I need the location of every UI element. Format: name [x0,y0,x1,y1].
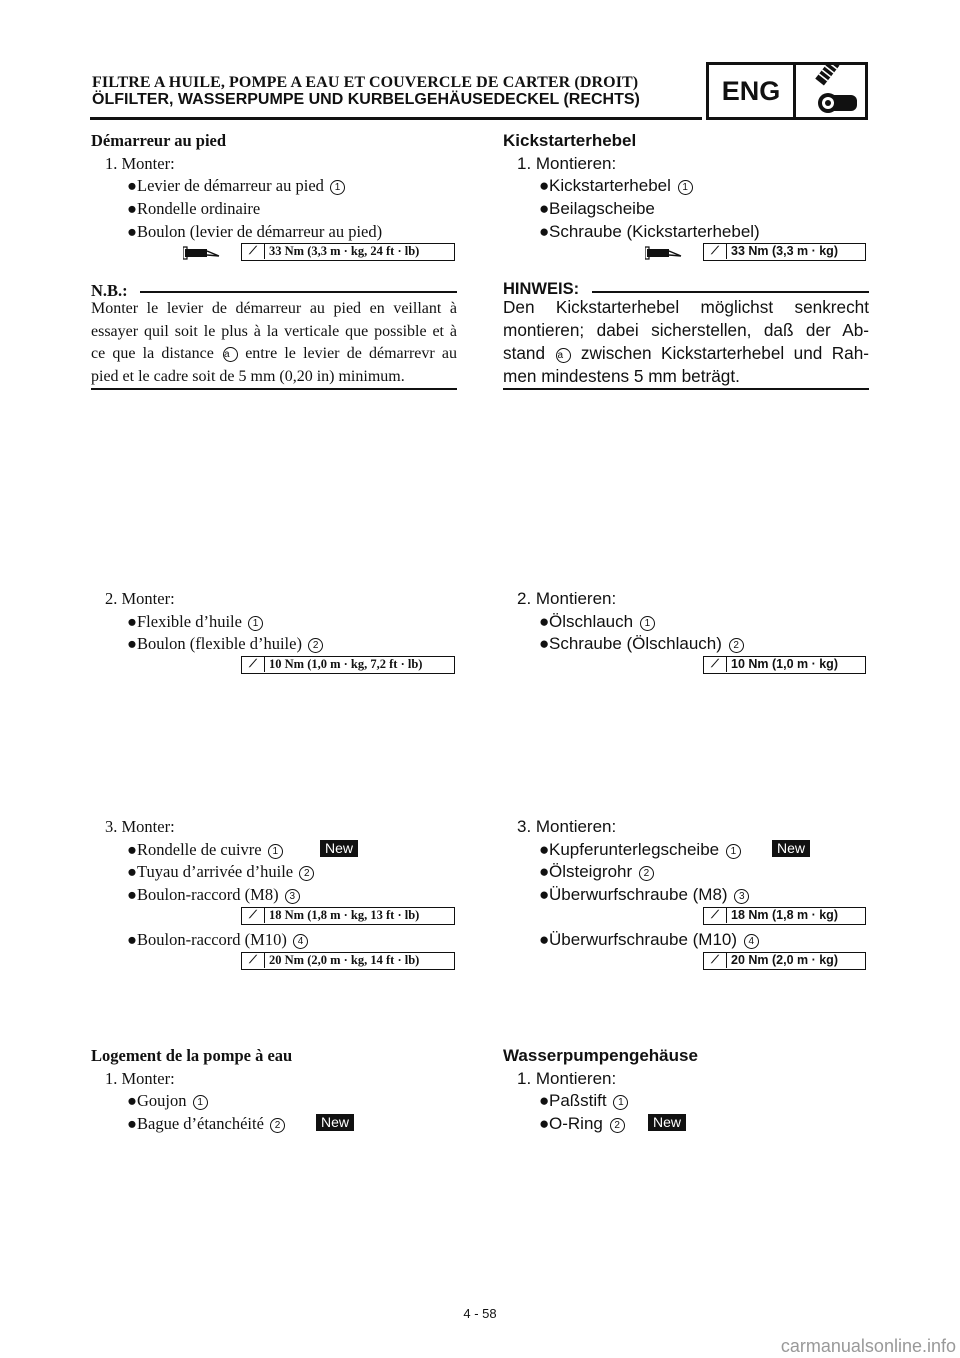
tighten-wrench-icon [183,246,231,260]
new-part-badge: New [316,1114,354,1131]
fr-list-item: ●Boulon-raccord (M8) 3 [91,884,457,907]
fr-list-item: ●Rondelle ordinaire [127,199,261,219]
de-list-item: ●Ölsteigrohr 2 [503,861,869,884]
callout-a-icon: a [556,348,571,363]
callout-2-icon: 2 [639,866,654,881]
callout-1-icon: 1 [330,180,345,195]
fr-step-3: 3. Monter: [105,817,175,836]
torque-wrench-icon: ⟋ [704,244,727,259]
fr-water-pump-section [91,1045,457,1136]
fr-oil-pipe-section [91,816,457,907]
de-water-pump-title: Wasserpumpengehäuse [503,1046,698,1065]
de-list-item: ●Schraube (Ölschlauch) 2 [503,633,869,656]
torque-wrench-icon: ⟋ [242,244,265,259]
de-torque-spec-2: ⟋ 10 Nm (1,0 m · kg) [703,656,866,674]
de-list-item: ●Kickstarterhebel 1 [503,175,869,198]
fr-torque-spec-2: ⟋ 10 Nm (1,0 m · kg, 7,2 ft · lb) [241,656,455,674]
torque-wrench-icon: ⟋ [704,908,727,923]
callout-1-icon: 1 [640,616,655,631]
callout-1-icon: 1 [678,180,693,195]
callout-a-icon: a [223,347,238,362]
de-step-1: 1. Montieren: [517,153,617,173]
callout-1-icon: 1 [193,1095,208,1110]
callout-2-icon: 2 [729,638,744,653]
callout-2-icon: 2 [308,638,323,653]
fr-list-item: ●Boulon-raccord (M10) 4 [91,929,308,952]
fr-list-item: ●Boulon (levier de démarreur au pied) [127,221,383,241]
fr-note-title: N.B.: [91,281,128,300]
eng-section-box [706,62,868,120]
de-list-item: ●Überwurfschraube (M8) 3 [503,884,869,907]
fr-step-1: 1. Monter: [105,1068,175,1088]
header-title-fr: FILTRE A HUILE, POMPE A EAU ET COUVERCLE DE CARTER (DROIT) [92,74,639,91]
fr-note-rule-top [140,291,457,293]
torque-wrench-icon: ⟋ [242,953,265,968]
torque-wrench-icon: ⟋ [704,953,727,968]
new-part-badge: New [648,1114,686,1131]
de-list-item: ●Beilagscheibe [539,199,655,219]
header-title-de: ÖLFILTER, WASSERPUMPE UND KURBELGEHÄUSEDECKEL (RECHTS) [92,91,640,108]
de-note-rule-top [592,291,869,293]
de-list-item: ●Schraube (Kickstarterhebel) [539,221,760,241]
callout-1-icon: 1 [613,1095,628,1110]
fr-step-1: 1. Monter: [105,153,175,173]
callout-1-icon: 1 [268,844,283,859]
de-note-title: HINWEIS: [503,280,580,298]
callout-4-icon: 4 [293,934,308,949]
fr-torque-spec-3: ⟋ 18 Nm (1,8 m · kg, 13 ft · lb) [241,907,455,925]
torque-wrench-icon: ⟋ [704,657,727,672]
fr-oil-hose-section [91,588,457,656]
fr-note-body: Monter le levier de démarreur au pied en veillant à essayer quil soit le plus à la verticale que possible et à ce que la distance a entre le levier de démarrevr au pied et le cadre soit de 5 mm (0,20 in) minimum. [91,300,458,386]
fr-kickstart-title: Démarreur au pied [91,131,227,150]
fr-list-item: ●Flexible d’huile 1 [91,611,457,634]
callout-1-icon: 1 [726,844,741,859]
fr-list-item: ●Bague d’étanchéité 2 [91,1113,457,1136]
de-note-rule-bottom [503,388,869,390]
de-note-body: Den Kickstarterhebel möglichst senkrecht montieren; dabei sicherstellen, daß der Ab- stand a zwischen Kickstarterhebel und Rah- men mindestens 5 mm beträgt. [503,297,869,386]
tighten-wrench-icon [645,246,693,260]
new-part-badge: New [320,840,358,857]
callout-1-icon: 1 [248,616,263,631]
torque-wrench-icon: ⟋ [242,657,265,672]
engine-icon [797,65,865,117]
de-torque-spec-1: ⟋ 33 Nm (3,3 m · kg) [703,243,866,261]
de-list-item: ●O-Ring 2 [503,1113,869,1136]
de-oil-pipe-section [503,816,869,907]
fr-torque-spec-4: ⟋ 20 Nm (2,0 m · kg, 14 ft · lb) [241,952,455,970]
de-kickstart-section [503,130,869,244]
header-rule [90,117,702,120]
callout-2-icon: 2 [610,1118,625,1133]
de-list-item: ●Überwurfschraube (M10) 4 [503,929,759,952]
fr-water-pump-title: Logement de la pompe à eau [91,1046,293,1065]
de-step-1: 1. Montieren: [517,1068,617,1088]
page-number: 4 - 58 [463,1306,497,1321]
fr-list-item: ●Levier de démarreur au pied 1 [91,175,457,198]
callout-3-icon: 3 [734,889,749,904]
de-torque-spec-4: ⟋ 20 Nm (2,0 m · kg) [703,952,866,970]
de-list-item: ●Kupferunterlegscheibe 1 [503,839,869,862]
fr-list-item: ●Boulon (flexible d’huile) 2 [91,633,457,656]
fr-kickstart-section [91,130,457,244]
torque-wrench-icon: ⟋ [242,908,265,923]
callout-2-icon: 2 [299,866,314,881]
de-list-item: ●Paßstift 1 [503,1090,869,1113]
fr-list-item: ●Goujon 1 [91,1090,457,1113]
fr-note-rule-bottom [91,388,457,390]
de-kickstart-title: Kickstarterhebel [503,131,637,150]
eng-divider [793,65,796,117]
eng-label: ENG [721,76,781,106]
de-step-3: 3. Montieren: [517,817,617,836]
de-torque-spec-3: ⟋ 18 Nm (1,8 m · kg) [703,907,866,925]
de-oil-hose-section [503,588,869,656]
callout-3-icon: 3 [285,889,300,904]
de-step-2: 2. Montieren: [517,589,617,608]
callout-4-icon: 4 [744,934,759,949]
de-list-item: ●Ölschlauch 1 [503,611,869,634]
fr-step-2: 2. Monter: [105,589,175,608]
fr-list-item: ●Tuyau d’arrivée d’huile 2 [91,861,457,884]
new-part-badge: New [772,840,810,857]
footer-watermark: carmanualsonline.info [780,1336,956,1356]
callout-2-icon: 2 [270,1118,285,1133]
fr-torque-spec-1: ⟋ 33 Nm (3,3 m · kg, 24 ft · lb) [241,243,455,261]
fr-list-item: ●Rondelle de cuivre 1 [91,839,457,862]
